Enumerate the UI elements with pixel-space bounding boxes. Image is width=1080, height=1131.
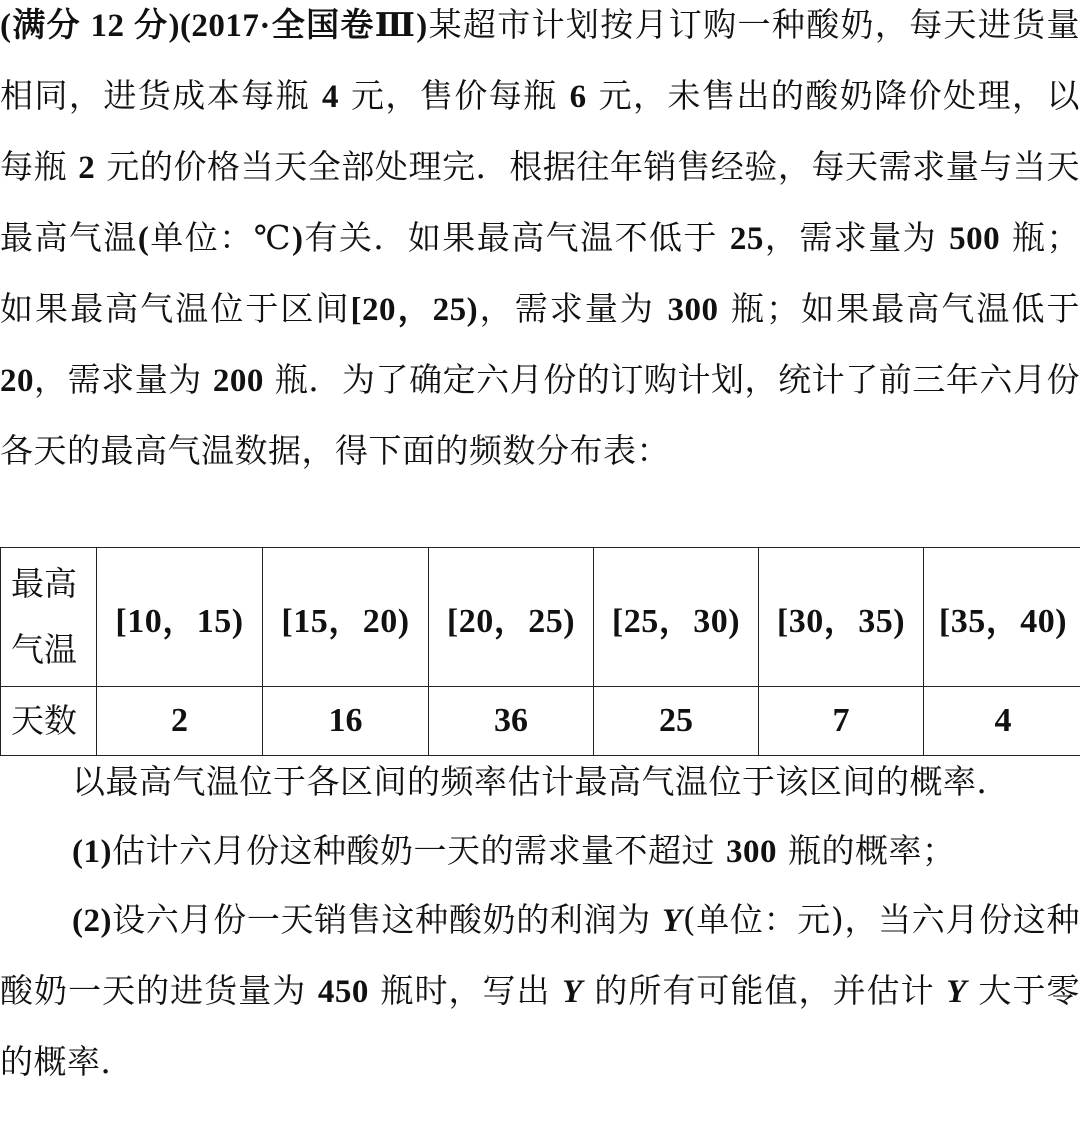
- score-source-label: (满分 12 分)(2017·全国卷Ⅲ): [0, 8, 428, 44]
- question-1-text-1: 估计六月份这种酸奶一天的需求量不超过: [111, 831, 726, 870]
- intro-text-8: ，需求量为: [478, 289, 668, 328]
- question-2-number: 450: [317, 974, 369, 1010]
- question-1-text-2: 瓶的概率；: [776, 831, 956, 870]
- question-1-label: (1): [72, 834, 112, 870]
- row-header-max-temp: 最高气温: [1, 548, 97, 687]
- frequency-table: [0, 547, 1080, 756]
- question-1: [0, 816, 1080, 887]
- cost-value: 4: [322, 79, 340, 115]
- intro-text-10: ，需求量为: [34, 360, 213, 399]
- interval-cell: [15，20): [263, 548, 429, 687]
- discount-price-value: 2: [78, 150, 96, 186]
- intro-text-7: 瓶；如果最高气温位于区间: [0, 218, 1080, 328]
- question-2-label: (2): [72, 903, 112, 939]
- question-2-text-3: 瓶时，写出: [368, 971, 563, 1010]
- table-row-days: [1, 687, 1080, 756]
- row-header-days: 天数: [1, 687, 97, 756]
- interval-cell: [35，40): [924, 548, 1080, 687]
- interval-cell: [30，35): [759, 548, 924, 687]
- threshold-20: 20: [0, 363, 34, 399]
- variable-y: Y: [662, 903, 683, 939]
- demand-300: 300: [667, 292, 719, 328]
- days-cell: 25: [594, 687, 759, 756]
- estimation-note: 以最高气温位于各区间的频率估计最高气温位于该区间的概率．: [72, 762, 1010, 801]
- price-value: 6: [569, 79, 587, 115]
- intro-text-4: 元的价格当天全部处理完．根据往年销售经验，每天需求量与当天最高气温: [0, 147, 1080, 257]
- threshold-25: 25: [729, 221, 764, 257]
- table-row-temperature: [1, 548, 1080, 687]
- unit-text: 单位：℃: [149, 218, 293, 257]
- days-cell: 4: [924, 687, 1080, 756]
- paren-close: ): [292, 221, 304, 257]
- days-cell: 36: [429, 687, 594, 756]
- demand-200: 200: [212, 363, 264, 399]
- intro-text-11: 瓶．为了确定六月份的订购计划，统计了前三年六月份各天的最高气温数据，得下面的频数分布表：: [0, 360, 1080, 470]
- interval-cell: [25，30): [594, 548, 759, 687]
- interval-cell: [20，25): [429, 548, 594, 687]
- question-2: [0, 885, 1080, 1096]
- interval-cell: [10，15): [97, 548, 263, 687]
- variable-y: Y: [946, 974, 967, 1010]
- days-cell: 2: [97, 687, 263, 756]
- paren-open: (: [137, 221, 150, 257]
- intro-text-9: 瓶；如果最高气温低于: [718, 289, 1080, 328]
- question-2-text-5: 大于零的概率．: [0, 971, 1080, 1081]
- question-2-text-4: 的所有可能值，并估计: [582, 971, 947, 1010]
- question-2-text-2: (单位：元)，当六月份这种酸奶一天的进货量为: [0, 900, 1080, 1010]
- intro-text-2: 元，售价每瓶: [339, 76, 570, 115]
- question-1-number: 300: [725, 834, 777, 870]
- intro-text-1: 某超市计划按月订购一种酸奶，每天进货量相同，进货成本每瓶: [0, 5, 1080, 115]
- intro-text-6: ，需求量为: [763, 218, 950, 257]
- days-cell: 16: [263, 687, 429, 756]
- problem-intro: [0, 0, 1080, 485]
- intro-text-3: 元，未售出的酸奶降价处理，以每瓶: [0, 76, 1080, 186]
- demand-500: 500: [949, 221, 1001, 257]
- question-2-text-1: 设六月份一天销售这种酸奶的利润为: [111, 900, 663, 939]
- interval-20-25: [20，25): [350, 292, 479, 328]
- variable-y: Y: [562, 974, 583, 1010]
- days-cell: 7: [759, 687, 924, 756]
- intro-text-5: 有关．如果最高气温不低于: [303, 218, 730, 257]
